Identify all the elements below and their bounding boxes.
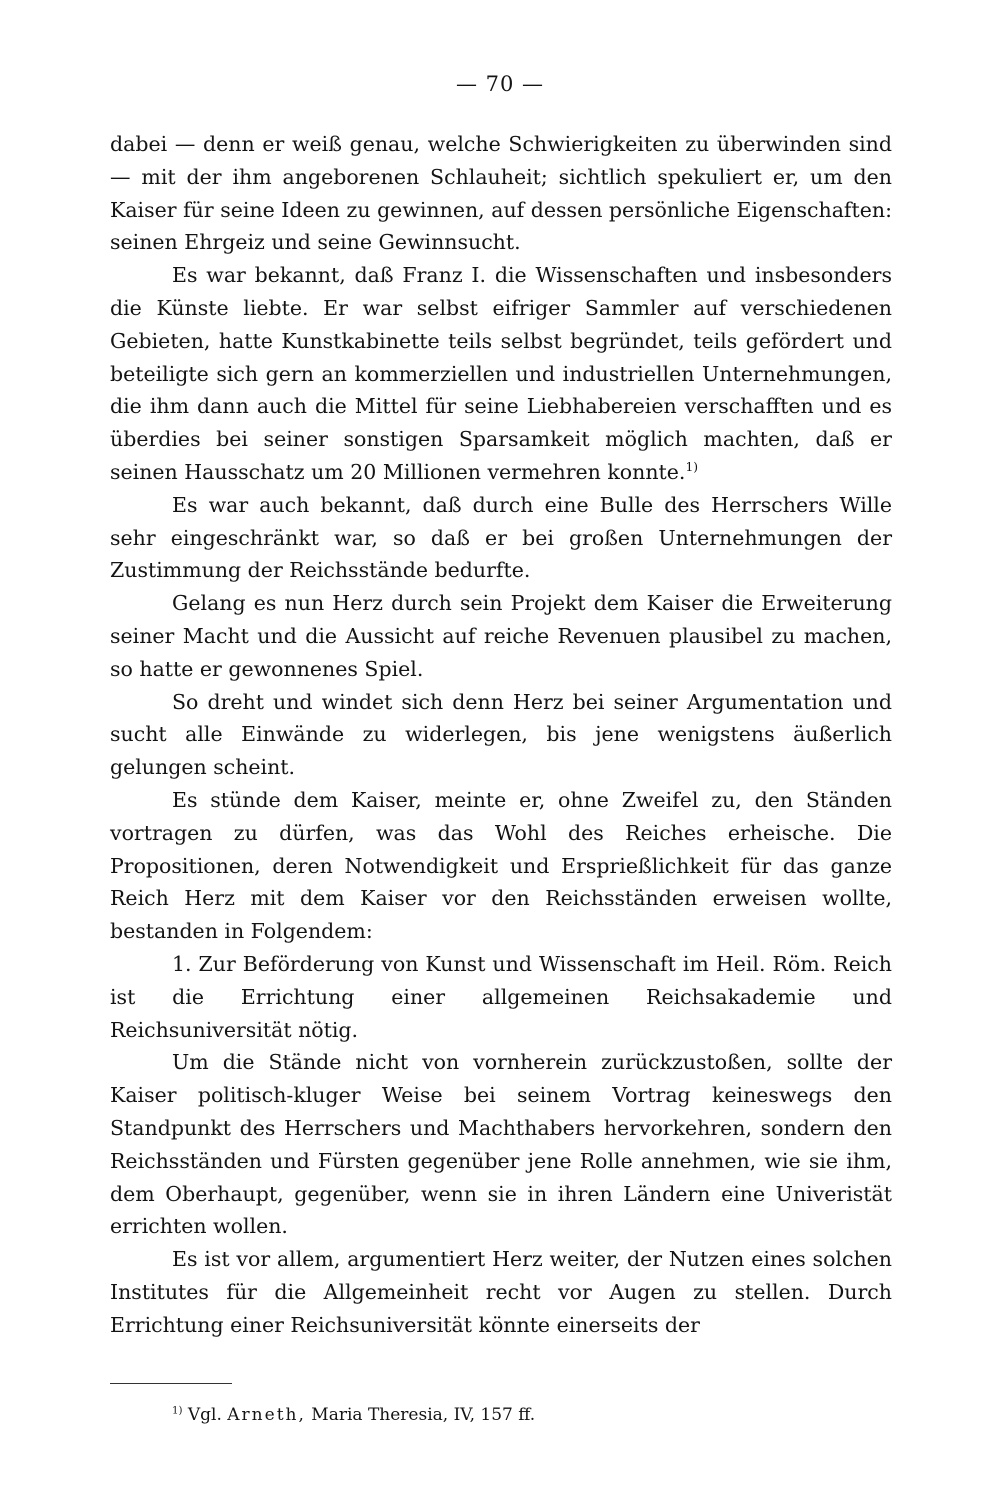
paragraph: Es stünde dem Kaiser, meinte er, ohne Zweifel zu, den Ständen vortragen zu dürfen, was das Wohl des Reiches erheische. Die Propositionen, deren Notwendigkeit und Ersprießlichkeit für das ganze Reich Herz mit dem Kaiser vor den Reichsständen erweisen wollte, bestanden in Folgendem: — [110, 787, 892, 944]
footnote-work: Maria Theresia, IV, 157 ff. — [311, 1405, 536, 1425]
body-text — [110, 128, 892, 1341]
paragraph: So dreht und windet sich denn Herz bei seiner Argumentation und sucht alle Einwände zu widerlegen, bis jene wenigstens äußerlich gelungen scheint. — [110, 689, 892, 780]
footnote-ref[interactable]: 1) — [685, 460, 699, 475]
footnote-prefix: Vgl. — [187, 1405, 222, 1425]
paragraph: dabei — denn er weiß genau, welche Schwierigkeiten zu überwinden sind — mit der ihm angeborenen Schlauheit; sichtlich spekuliert er, um den Kaiser für seine Ideen zu gewinnen, auf dessen persönliche Eigenschaften: seinen Ehrgeiz und seine Gewinnsucht. — [110, 132, 892, 255]
paragraph: Es ist vor allem, argumentiert Herz weiter, der Nutzen eines solchen Institutes für die Allgemeinheit recht vor Augen zu stellen. Durch Errichtung einer Reichsuniversität könnte einerseits der — [110, 1247, 892, 1337]
footnote-marker: 1) — [172, 1405, 183, 1417]
paragraph: Gelang es nun Herz durch sein Projekt dem Kaiser die Erweiterung seiner Macht und die Aussicht auf reiche Revenuen plausibel zu machen, so hatte er gewonnenes Spiel. — [110, 591, 892, 681]
footnote-divider — [110, 1383, 232, 1384]
paragraph: Es war bekannt, daß Franz I. die Wissenschaften und insbesonders die Künste liebte. Er war selbst eifriger Sammler auf verschiedenen Gebieten, hatte Kunstkabinette teils selbst begründet, teils gefördert und beteiligte sich gern an kommerziellen und industriellen Unternehmungen, die ihm dann auch die Mittel für seine Liebhabereien verschafften und es überdies bei seiner sonstigen Sparsamkeit möglich machten, daß er seinen Hausschatz um 20 Millionen vermehren konnte.$^{1)}$ — [110, 263, 892, 484]
paragraph: Es war auch bekannt, daß durch eine Bulle des Herrschers Wille sehr eingeschränkt war, so daß er bei großen Unternehmungen der Zustimmung der Reichsstände bedurfte. — [110, 492, 892, 583]
page-number: — 70 — — [455, 72, 545, 96]
footnote-author: Arneth, — [227, 1405, 306, 1425]
paragraph: 1. Zur Beförderung von Kunst und Wissenschaft im Heil. Röm. Reich ist die Errichtung einer allgemeinen Reichsakademie und Reichsuniversität nötig. — [110, 951, 892, 1042]
paragraph: Um die Stände nicht von vornherein zurückzustoßen, sollte der Kaiser politisch-kluger Weise bei seinem Vortrag keineswegs den Standpunkt des Herrschers und Machthabers hervorkehren, sondern den Reichsständen und Fürsten gegenüber jene Rolle annehmen, wie sie ihm, dem Oberhaupt, gegenüber, wenn sie in ihren Ländern eine Univeristät errichten wollen. — [110, 1050, 892, 1239]
footnote — [172, 1404, 872, 1426]
